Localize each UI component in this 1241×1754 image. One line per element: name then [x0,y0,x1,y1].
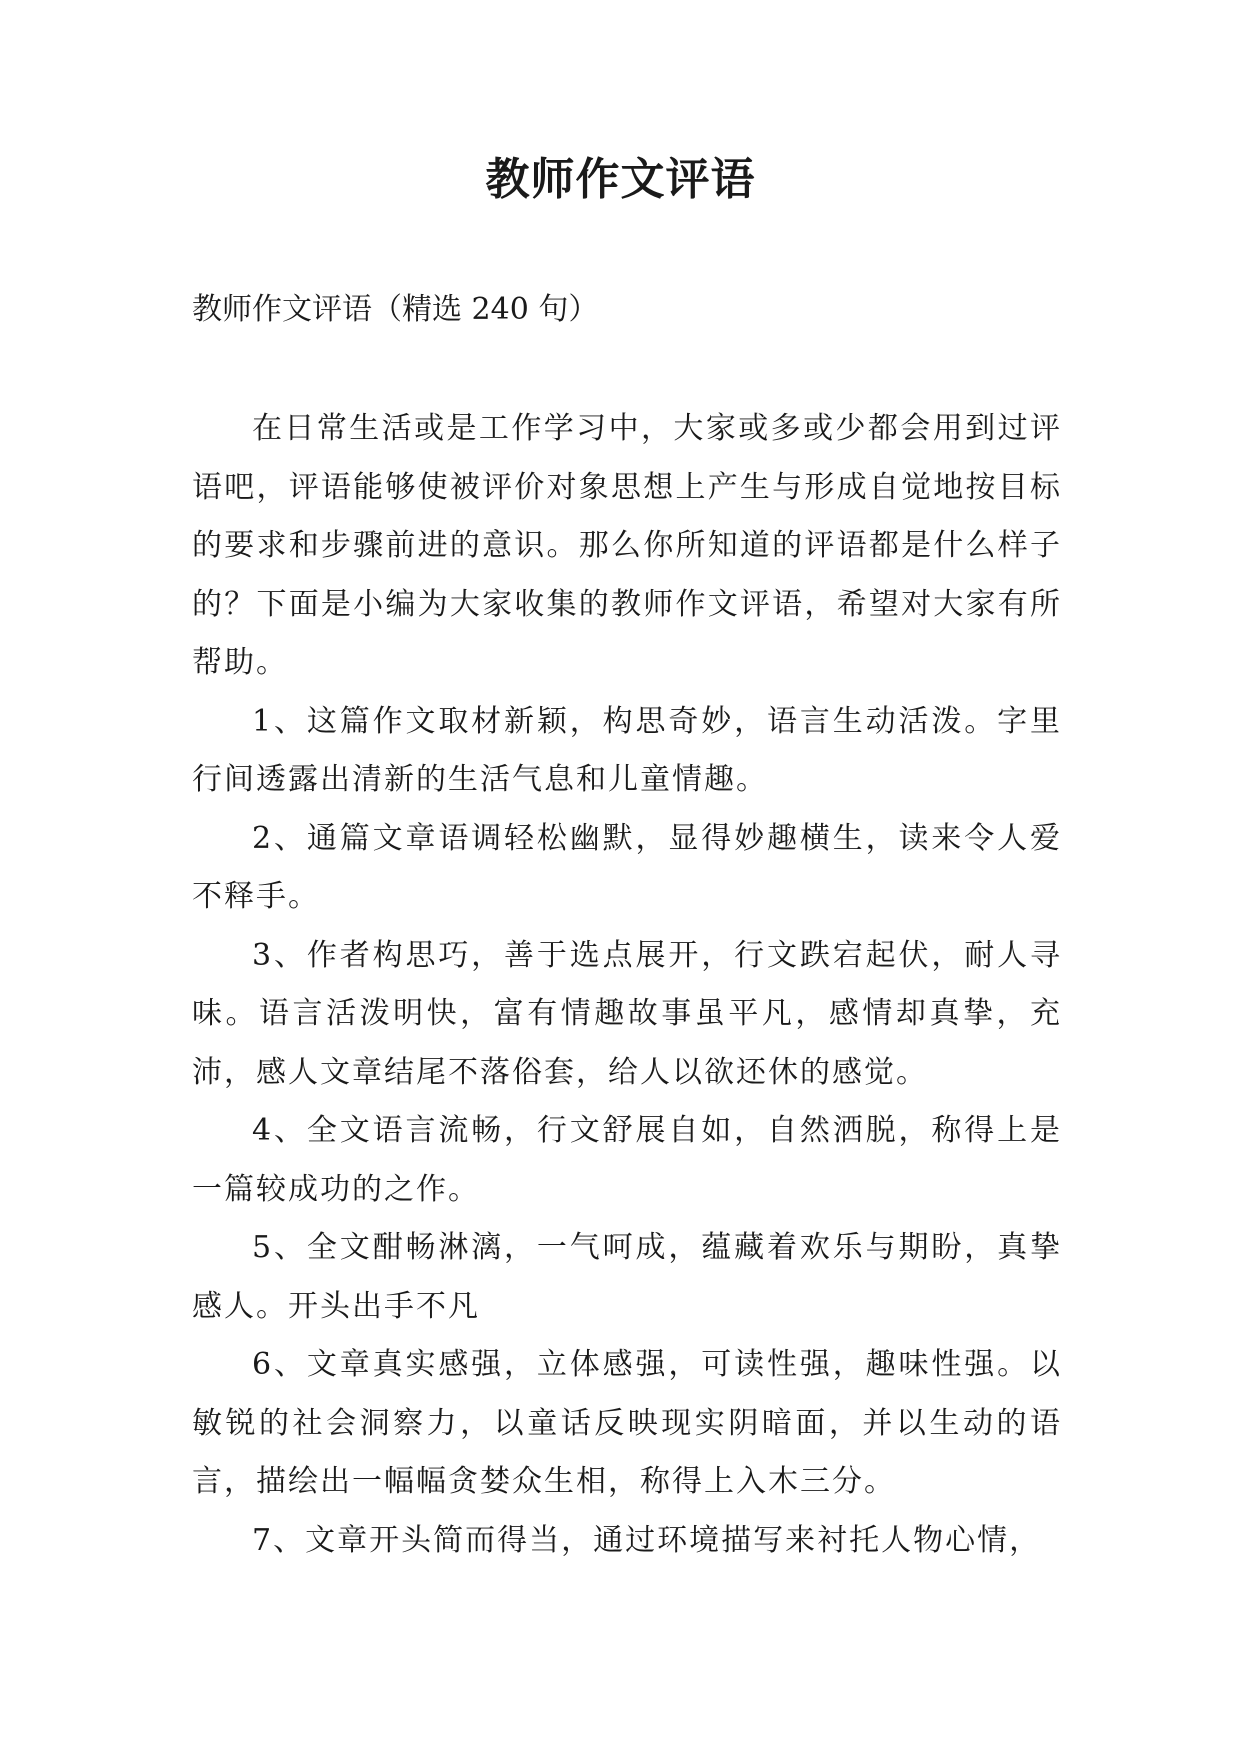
document-title: 教师作文评语 [485,154,756,205]
comment-paragraph: 5、全文酣畅淋漓，一气呵成，蕴藏着欢乐与期盼，真挚感人。开头出手不凡 [192,1230,1062,1324]
comment-paragraph: 1、这篇作文取材新颖，构思奇妙，语言生动活泼。字里行间透露出清新的生活气息和儿童情趣。 [192,703,1062,797]
comment-paragraph: 3、作者构思巧，善于选点展开，行文跌宕起伏，耐人寻味。语言活泼明快，富有情趣故事虽平凡，感情却真挚，充沛，感人文章结尾不落俗套，给人以欲还休的感觉。 [192,937,1062,1090]
comment-paragraph: 7、文章开头简而得当，通过环境描写来衬托人物心情， [252,1522,1042,1558]
comment-paragraph: 6、文章真实感强，立体感强，可读性强，趣味性强。以敏锐的社会洞察力，以童话反映现实阴暗面，并以生动的语言，描绘出一幅幅贪婪众生相，称得上入木三分。 [192,1347,1062,1499]
document-subtitle: 教师作文评语（精选 240 句） [192,292,599,327]
intro-paragraph: 在日常生活或是工作学习中，大家或多或少都会用到过评语吧，评语能够使被评价对象思想上产生与形成自觉地按目标的要求和步骤前进的意识。那么你所知道的评语都是什么样子的？下面是小编为大家收集的教师作文评语，希望对大家有所帮助。 [192,411,1062,680]
document-body [192,400,1062,1570]
comment-paragraph: 2、通篇文章语调轻松幽默，显得妙趣横生，读来令人爱不释手。 [192,820,1062,914]
comment-paragraph: 4、全文语言流畅，行文舒展自如，自然洒脱，称得上是一篇较成功的之作。 [192,1113,1062,1207]
